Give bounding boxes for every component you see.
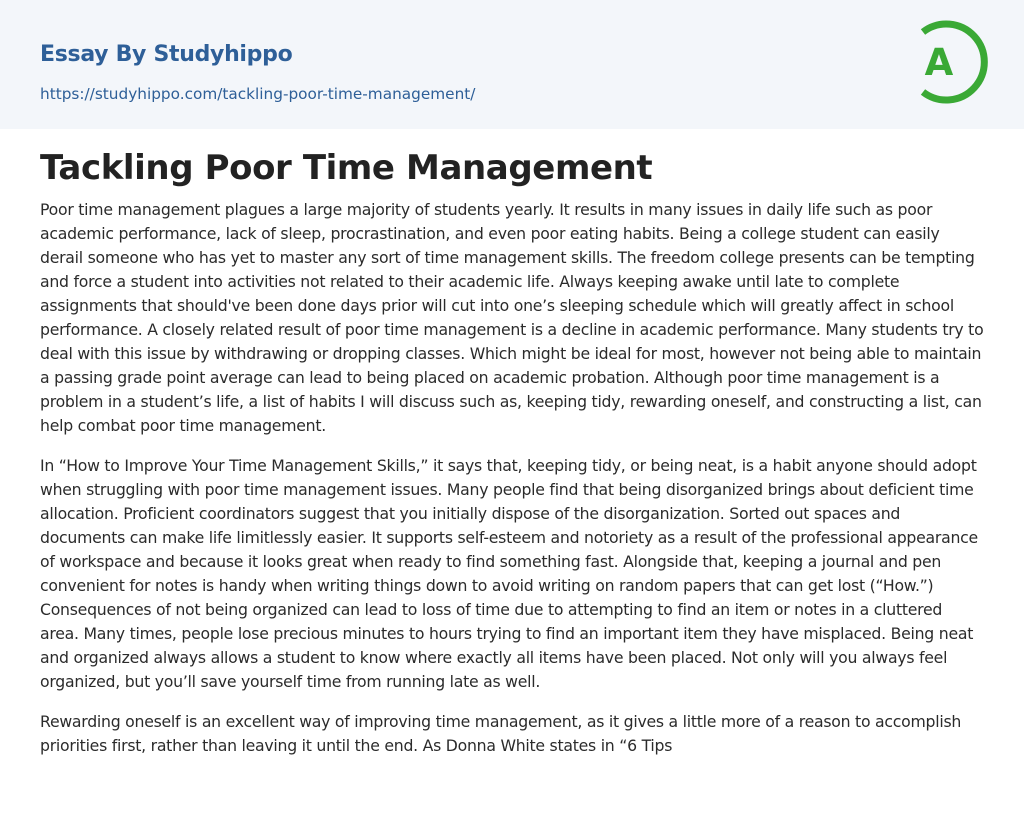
site-header — [0, 0, 1024, 129]
essay-article — [40, 146, 984, 774]
essay-paragraph-3: Rewarding oneself is an excellent way of improving time management, as it gives a little more of a reason to accomplish priorities first, rather than leaving it until the end. As Donna White states in “6 Tips — [40, 712, 962, 755]
essay-title: Tackling Poor Time Management — [40, 148, 653, 188]
brand-title: Essay By Studyhippo — [40, 42, 293, 67]
logo-letter: A — [924, 41, 954, 84]
studyhippo-logo[interactable] — [910, 18, 988, 106]
essay-url-link[interactable]: https://studyhippo.com/tackling-poor-time-management/ — [40, 85, 476, 103]
essay-paragraph-1: Poor time management plagues a large majority of students yearly. It results in many issues in daily life such as poor academic performance, lack of sleep, procrastination, and even poor eating habits. Being a college student can easily derail someone who has yet to master any sort of time management skills. The freedom college presents can be tempting and force a student into activities not related to their academic life. Always keeping awake until late to complete assignments that should've been done days prior will cut into one’s sleeping schedule which will greatly affect in school performance. A closely related result of poor time management is a decline in academic performance. Many students try to deal with this issue by withdrawing or dropping classes. Which might be ideal for most, however not being able to maintain a passing grade point average can lead to being placed on academic probation. Although poor time management is a problem in a student’s life, a list of habits I will discuss such as, keeping tidy, rewarding oneself, and constructing a list, can help combat poor time management. — [40, 200, 984, 435]
essay-paragraph-2: In “How to Improve Your Time Management Skills,” it says that, keeping tidy, or being neat, is a habit anyone should adopt when struggling with poor time management issues. Many people find that being disorganized brings about deficient time allocation. Proficient coordinators suggest that you initially dispose of the disorganization. Sorted out spaces and documents can make life limitlessly easier. It supports self-esteem and notoriety as a result of the professional appearance of workspace and because it looks great when ready to find something fast. Alongside that, keeping a journal and pen convenient for notes is handy when writing things down to avoid writing on random papers that can get lost (“How.”) Consequences of not being organized can lead to loss of time due to attempting to find an item or notes in a cluttered area. Many times, people lose precious minutes to hours trying to find an important item they have misplaced. Being neat and organized always allows a student to know where exactly all items have been placed. Not only will you always feel organized, but you’ll save yourself time from running late as well. — [40, 456, 978, 691]
